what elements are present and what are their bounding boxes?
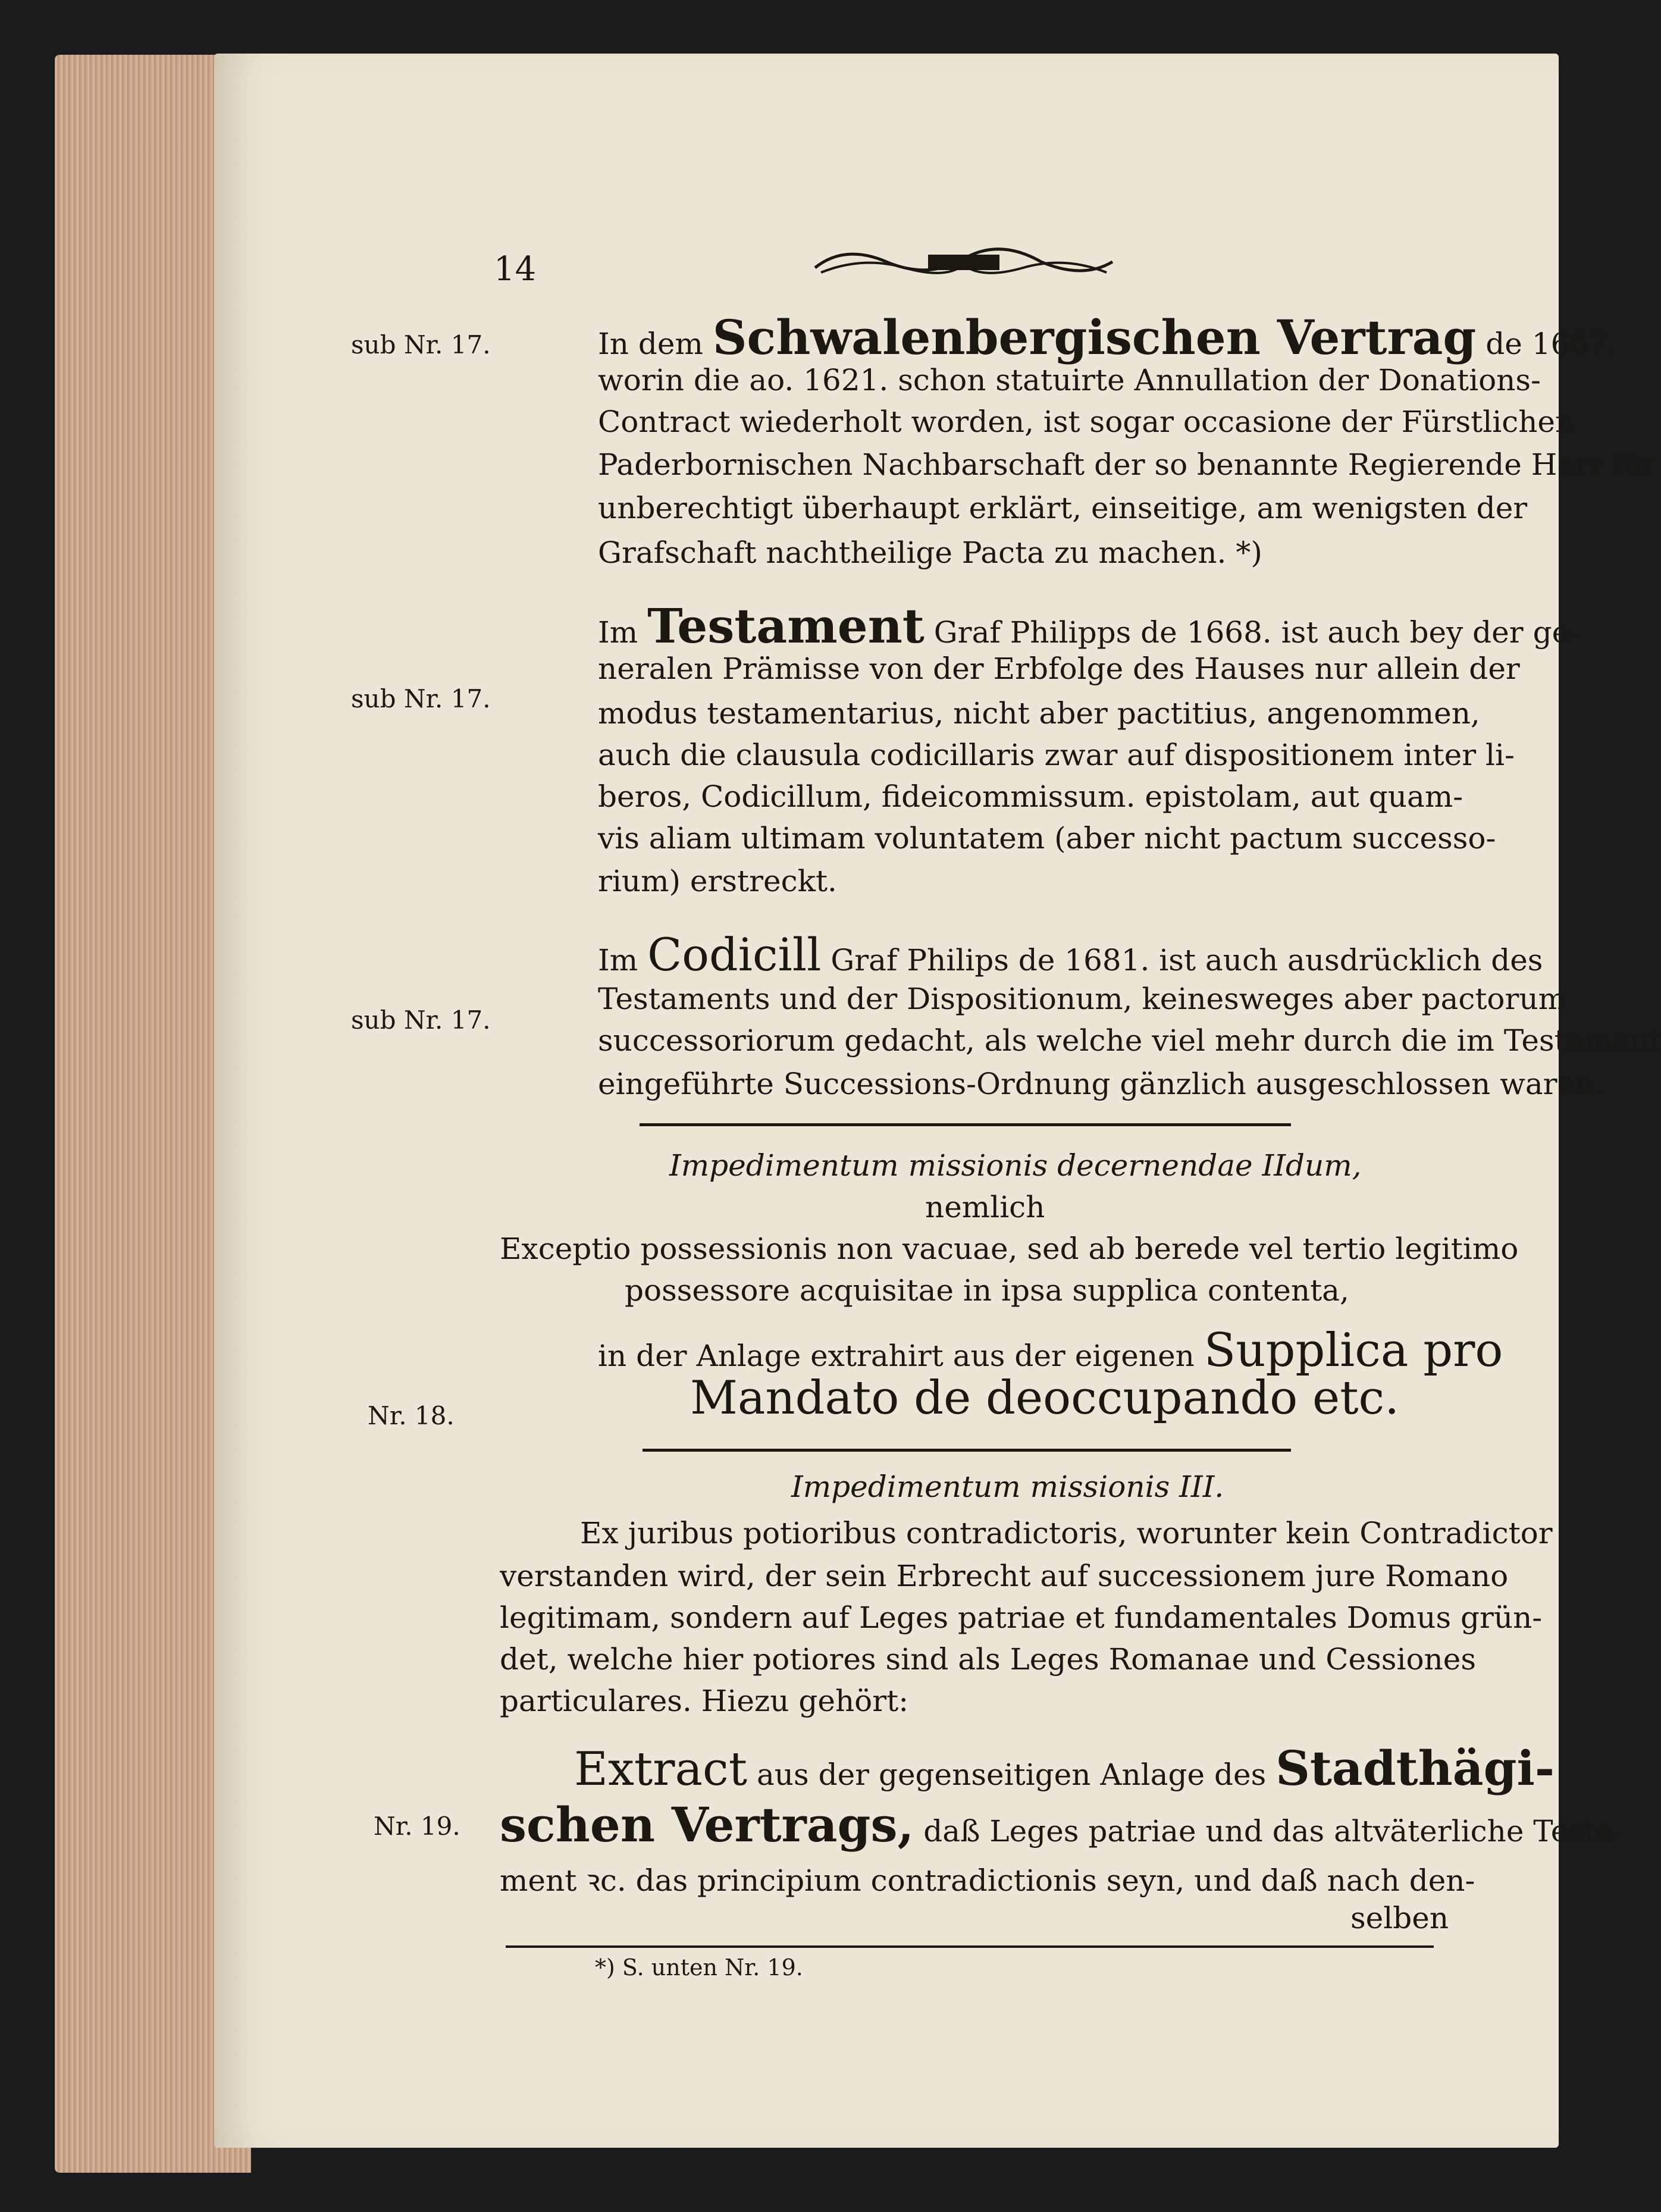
section3-line: Ex juribus potioribus contradictoris, worunter kein Contradictor: [580, 1516, 1553, 1550]
section2-annex: in der Anlage extrahirt aus der eigenen: [598, 1339, 1195, 1373]
section3-heading: Impedimentum missionis III.: [791, 1470, 1224, 1504]
section-divider: [640, 1123, 1291, 1126]
para3-line: Testaments und der Dispositionum, keinesweges aber pactorum: [598, 982, 1567, 1016]
section2-title: Impedimentum missionis decernendae IIdum,: [669, 1148, 1362, 1183]
section3-text: daß Leges patriae und das altväterliche Testa-: [923, 1814, 1624, 1848]
para2-line1: [598, 598, 1579, 654]
margin-note: Nr. 19.: [374, 1812, 460, 1841]
section2-supplica: Supplica pro: [1204, 1324, 1503, 1377]
section3-line: det, welche hier potiores sind als Leges Romanae und Cessiones: [500, 1642, 1476, 1677]
para1-heading: Schwalenbergischen Vertrag: [712, 309, 1477, 365]
para2-line: neralen Prämisse von der Erbfolge des Hauses nur allein der: [598, 651, 1520, 686]
para1-line1: [598, 309, 1617, 365]
para1-line: unberechtigt überhaupt erklärt, einseitige, am wenigsten der: [598, 491, 1528, 525]
para3-line: eingeführte Successions-Ordnung gänzlich ausgeschlossen waren.: [598, 1067, 1604, 1101]
section3-line: [574, 1740, 1555, 1796]
section3-line: ment ꝛc. das principium contradictionis seyn, und daß nach den-: [500, 1863, 1475, 1898]
para1-line: Contract wiederholt worden, ist sogar occasione der Fürstlichen: [598, 405, 1575, 439]
para2-rest: Graf Philipps de 1668. ist auch bey der ge-: [933, 615, 1580, 650]
section2-mandate: Mandato de deoccupando etc.: [690, 1371, 1400, 1425]
para3-heading: Codicill: [647, 928, 822, 981]
section3-text: aus der gegenseitigen Anlage des: [757, 1757, 1267, 1792]
para1-intro: In dem: [598, 327, 703, 361]
para1-year: de 1667,: [1486, 327, 1617, 361]
para1-line: worin die ao. 1621. schon statuirte Annullation der Donations-: [598, 363, 1541, 397]
section2-subtitle: nemlich: [925, 1190, 1045, 1224]
section3-extract: Extract: [574, 1743, 748, 1796]
margin-note: sub Nr. 17.: [351, 330, 491, 359]
section3-line: selben: [1350, 1901, 1449, 1935]
para1-line: Grafschaft nachtheilige Pacta zu machen. *): [598, 535, 1262, 570]
para2-intro: Im: [598, 615, 638, 650]
section3-line: particulares. Hiezu gehört:: [500, 1684, 909, 1718]
section-divider: [643, 1449, 1291, 1452]
section3-line: verstanden wird, der sein Erbrecht auf successionem jure Romano: [500, 1559, 1509, 1593]
footnote: *) S. unten Nr. 19.: [595, 1954, 803, 1981]
ornament-icon: [809, 238, 1118, 286]
section3-line: legitimam, sondern auf Leges patriae et fundamentales Domus grün-: [500, 1600, 1543, 1635]
para3-line1: [598, 928, 1543, 981]
para3-intro: Im: [598, 943, 638, 977]
margin-note: sub Nr. 17.: [351, 1005, 491, 1035]
section3-line: [500, 1797, 1624, 1853]
para2-line: modus testamentarius, nicht aber pactitius, angenommen,: [598, 696, 1480, 731]
footnote-divider: [506, 1945, 1434, 1948]
para2-line: vis aliam ultimam voluntatem (aber nicht pactum successo-: [598, 821, 1496, 856]
para1-line: Paderbornischen Nachbarschaft der so benannte Regierende Herr für: [598, 447, 1657, 482]
section3-vertrags: schen Vertrags,: [500, 1797, 914, 1853]
margin-note: sub Nr. 17.: [351, 684, 491, 713]
para3-rest: Graf Philips de 1681. ist auch ausdrücklich des: [830, 943, 1543, 977]
para2-heading: Testament: [647, 598, 924, 654]
margin-note: Nr. 18.: [368, 1401, 455, 1430]
para2-line: rium) erstreckt.: [598, 864, 837, 898]
para2-line: beros, Codicillum, fideicommissum. epistolam, aut quam-: [598, 779, 1463, 814]
section3-stadthagi: Stadthägi-: [1275, 1740, 1555, 1796]
section2-line: Exceptio possessionis non vacuae, sed ab berede vel tertio legitimo: [500, 1232, 1519, 1266]
page-number: 14: [494, 250, 537, 289]
section2-line: possessore acquisitae in ipsa supplica contenta,: [625, 1273, 1349, 1308]
section2-line: [598, 1324, 1503, 1377]
para2-line: auch die clausula codicillaris zwar auf dispositionem inter li-: [598, 738, 1515, 772]
para3-line: successoriorum gedacht, als welche viel mehr durch die im Testament: [598, 1023, 1661, 1058]
